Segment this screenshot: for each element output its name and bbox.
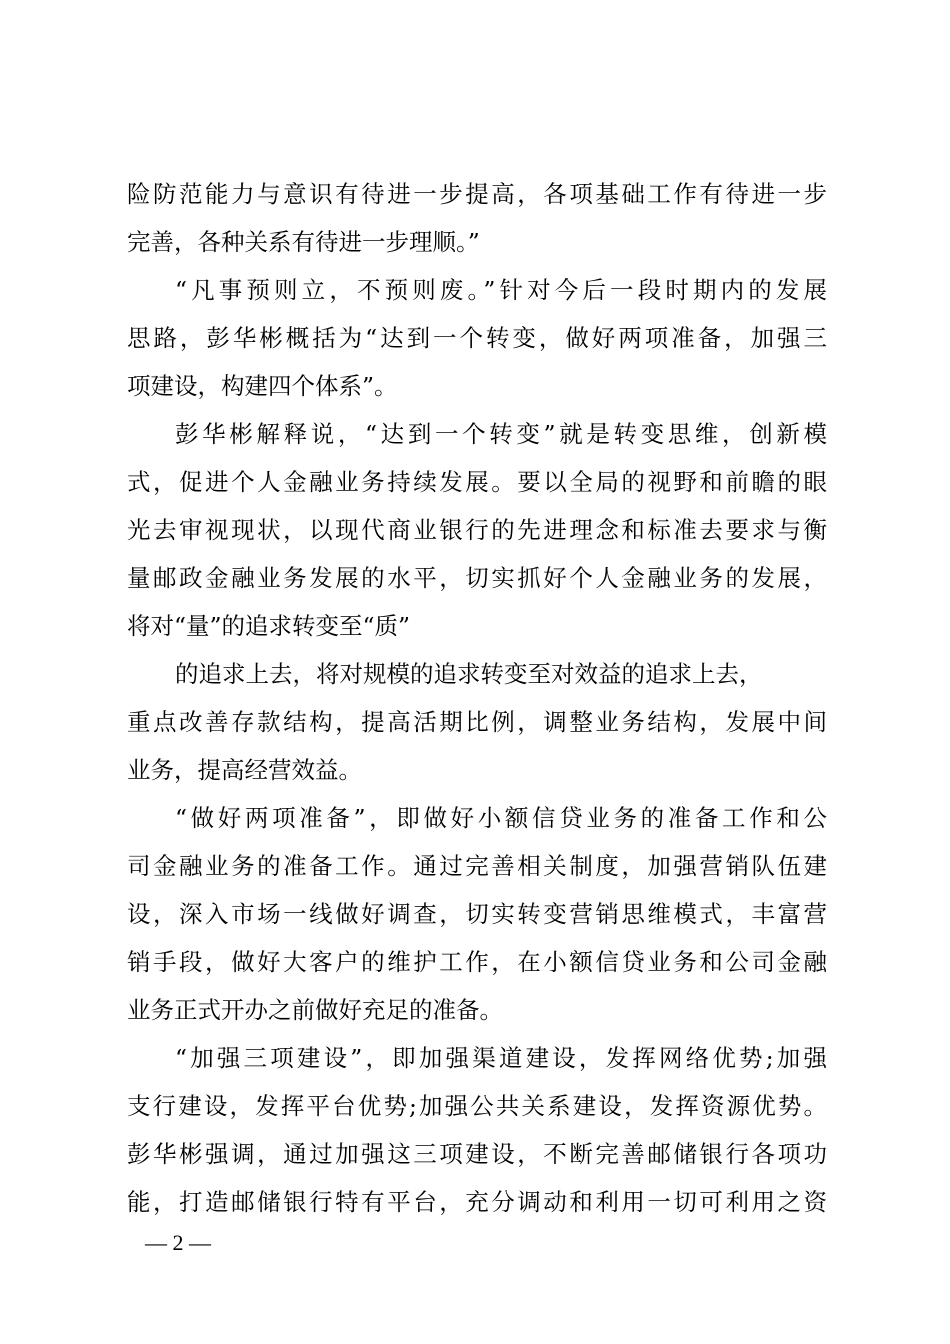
- paragraph-1-line-1: 险防范能力与意识有待进一步提高，各项基础工作有待进一步: [127, 180, 827, 208]
- paragraph-2-line-2: 思路，彭华彬概括为“达到一个转变，做好两项准备，加强三: [127, 324, 827, 352]
- paragraph-6-line-3: 彭华彬强调，通过加强这三项建设，不断完善邮储银行各项功: [127, 1140, 827, 1168]
- paragraph-5-line-5: 业务正式开办之前做好充足的准备。: [127, 996, 503, 1024]
- paragraph-3-line-1: 彭华彬解释说，“达到一个转变”就是转变思维，创新模: [175, 420, 827, 448]
- paragraph-5-line-4: 销手段，做好大客户的维护工作，在小额信贷业务和公司金融: [127, 948, 827, 976]
- paragraph-4-line-2: 重点改善存款结构，提高活期比例，调整业务结构，发展中间: [127, 708, 827, 736]
- paragraph-5-line-3: 设，深入市场一线做好调查，切实转变营销思维模式，丰富营: [127, 900, 827, 928]
- paragraph-3-line-2: 式，促进个人金融业务持续发展。要以全局的视野和前瞻的眼: [127, 468, 827, 496]
- paragraph-2-line-3: 项建设，构建四个体系”。: [127, 372, 398, 400]
- paragraph-6-line-4: 能，打造邮储银行特有平台，充分调动和利用一切可利用之资: [127, 1188, 827, 1216]
- paragraph-5-line-1: “做好两项准备”，即做好小额信贷业务的准备工作和公: [175, 804, 827, 832]
- paragraph-1-line-2: 完善，各种关系有待进一步理顺。”: [127, 228, 480, 256]
- paragraph-6-line-1: “加强三项建设”，即加强渠道建设，发挥网络优势;加强: [175, 1044, 827, 1072]
- paragraph-4-line-3: 业务，提高经营效益。: [127, 756, 362, 784]
- paragraph-3-line-3: 光去审视现状，以现代商业银行的先进理念和标准去要求与衡: [127, 516, 827, 544]
- paragraph-5-line-2: 司金融业务的准备工作。通过完善相关制度，加强营销队伍建: [127, 852, 827, 880]
- paragraph-3-line-5: 将对“量”的追求转变至“质”: [127, 612, 411, 640]
- page-number: — 2 —: [145, 1230, 211, 1255]
- paragraph-4-line-1: 的追求上去，将对规模的追求转变至对效益的追求上去，: [175, 660, 763, 688]
- paragraph-6-line-2: 支行建设，发挥平台优势;加强公共关系建设，发挥资源优势。: [127, 1092, 827, 1120]
- paragraph-3-line-4: 量邮政金融业务发展的水平，切实抓好个人金融业务的发展，: [127, 564, 827, 592]
- paragraph-2-line-1: “凡事预则立，不预则废。”针对今后一段时期内的发展: [175, 276, 827, 304]
